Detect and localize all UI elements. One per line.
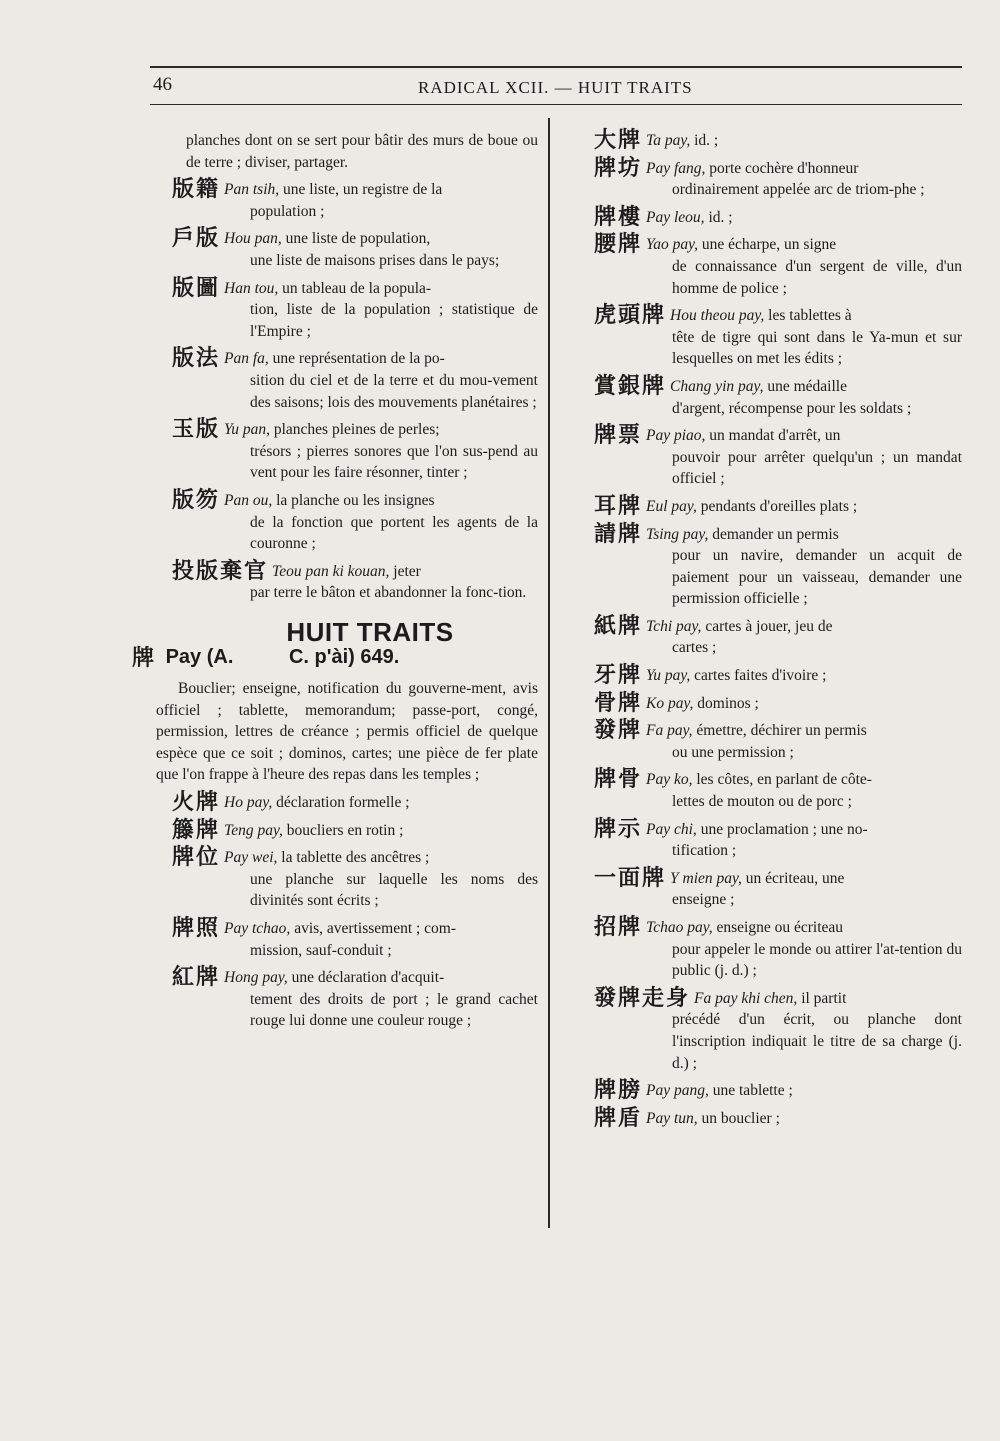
right-column bbox=[594, 130, 962, 1135]
entry-continuation: par terre le bâton et abandonner la fonc-tion. bbox=[250, 584, 527, 602]
headword-definition: Bouclier; enseigne, notification du gouverne-ment, avis officiel ; tablette, memorandum; passe-port, congé, permission, lettres de créance ; permis officiel de quelque espèce que ce soit ; dominos, cartes; une pièce de fer plate que l'on frappe à l'heure des repas dans les temples ; bbox=[156, 680, 538, 784]
entry-romanization: Fa pay, bbox=[646, 722, 693, 740]
entry-first-line bbox=[172, 419, 538, 441]
entry-first-line bbox=[172, 179, 538, 201]
entry-gloss: une représentation de la po- bbox=[272, 350, 445, 368]
entry-chinese: 戶版 bbox=[172, 226, 221, 252]
entry-chinese: 耳牌 bbox=[594, 493, 643, 519]
entry-romanization: Pan ou, bbox=[224, 491, 273, 509]
entry-romanization: Pay tchao, bbox=[224, 920, 291, 937]
dictionary-entry bbox=[594, 204, 962, 230]
entry-romanization: Teng pay, bbox=[224, 821, 283, 839]
entry-continuation: précédé d'un écrit, ou planche dont l'inscription indiquait le titre de sa charge (j. d.) ; bbox=[672, 1011, 962, 1072]
dictionary-entry bbox=[594, 425, 962, 490]
headword-text: Pay (A. C. p'ài) 649. bbox=[165, 646, 400, 669]
header-rule bbox=[150, 104, 962, 105]
dictionary-entry bbox=[594, 234, 962, 299]
entry-chinese: 版笏 bbox=[172, 487, 221, 513]
entry-first-line bbox=[594, 985, 962, 1011]
column-divider bbox=[548, 118, 550, 1228]
entry-gloss: une liste, un registre de la bbox=[283, 181, 443, 199]
dictionary-entry bbox=[594, 865, 962, 911]
entry-romanization: Pay pang, bbox=[646, 1082, 709, 1100]
top-rule bbox=[150, 66, 962, 68]
entry-chinese: 牌骨 bbox=[594, 767, 643, 793]
entry-gloss: boucliers en rotin ; bbox=[286, 821, 404, 839]
entry-chinese: 招牌 bbox=[594, 915, 643, 940]
entry-continuation: lettes de mouton ou de porc ; bbox=[672, 793, 852, 811]
entry-gloss: il partit bbox=[801, 989, 847, 1007]
entry-romanization: Fa pay khi chen, bbox=[694, 989, 798, 1007]
dictionary-entry bbox=[594, 130, 962, 152]
entry-romanization: Teou pan ki kouan, bbox=[272, 562, 390, 580]
entry-continuation: enseigne ; bbox=[672, 891, 735, 909]
dictionary-entry bbox=[594, 1080, 962, 1102]
entry-romanization: Pay chi, bbox=[646, 820, 697, 838]
entry-romanization: Pay piao, bbox=[646, 427, 706, 445]
dictionary-entry bbox=[172, 487, 538, 555]
entry-gloss: une déclaration d'acquit- bbox=[291, 969, 445, 987]
entry-chinese: 版籍 bbox=[172, 177, 221, 203]
entry-gloss: une écharpe, un signe bbox=[701, 236, 837, 254]
entry-gloss: les tablettes à bbox=[768, 307, 852, 325]
dictionary-entry bbox=[594, 613, 962, 659]
entry-first-line bbox=[594, 521, 962, 547]
entry-romanization: Hou pan, bbox=[224, 230, 282, 248]
entry-first-line bbox=[172, 487, 538, 513]
entry-first-line bbox=[594, 690, 962, 716]
entry-first-line bbox=[594, 917, 962, 939]
dictionary-entry bbox=[594, 985, 962, 1074]
running-head: RADICAL XCII. — HUIT TRAITS bbox=[418, 78, 693, 97]
entry-gloss: une proclamation ; une no- bbox=[700, 820, 868, 838]
dictionary-entry bbox=[594, 816, 962, 862]
entry-gloss: une tablette ; bbox=[712, 1082, 793, 1100]
entry-first-line bbox=[172, 558, 538, 584]
entry-romanization: Eul pay, bbox=[646, 497, 697, 515]
entry-continuation: pour appeler le monde ou attirer l'at-tention du public (j. d.) ; bbox=[672, 940, 962, 980]
dictionary-entry bbox=[594, 917, 962, 982]
entry-first-line bbox=[594, 769, 962, 791]
section-title: HUIT TRAITS bbox=[286, 616, 454, 647]
dictionary-entry bbox=[594, 1105, 962, 1131]
entry-continuation: tification ; bbox=[672, 842, 737, 860]
entry-first-line bbox=[594, 720, 962, 742]
entry-first-line bbox=[594, 373, 962, 399]
dictionary-entry bbox=[594, 493, 962, 519]
entry-gloss: id. ; bbox=[694, 132, 719, 149]
entry-romanization: Chang yin pay, bbox=[670, 377, 764, 395]
entry-chinese: 腰牌 bbox=[594, 232, 643, 258]
entry-chinese: 牙牌 bbox=[594, 663, 643, 689]
entry-first-line bbox=[172, 792, 538, 814]
entry-chinese: 發牌 bbox=[594, 718, 643, 744]
dictionary-entry bbox=[594, 521, 962, 610]
entry-romanization: Pay tun, bbox=[646, 1109, 698, 1127]
entry-continuation: tête de tigre qui sont dans le Ya-mun et sur lesquelles on met les édits ; bbox=[672, 328, 962, 368]
entry-continuation: population ; bbox=[250, 202, 325, 220]
dictionary-entry bbox=[594, 665, 962, 687]
dictionary-entry bbox=[594, 155, 962, 201]
entry-first-line bbox=[594, 1080, 962, 1102]
entry-gloss: id. ; bbox=[708, 208, 733, 226]
dictionary-entry bbox=[172, 847, 538, 912]
entry-first-line bbox=[172, 847, 538, 869]
entry-continuation: une liste de maisons prises dans le pays; bbox=[250, 251, 500, 269]
intro-text: planches dont on se sert pour bâtir des murs de boue ou de terre ; diviser, partager. bbox=[186, 132, 538, 171]
entry-romanization: Pay leou, bbox=[646, 208, 705, 226]
entry-chinese: 牌票 bbox=[594, 423, 643, 449]
entry-first-line bbox=[594, 305, 962, 327]
entry-chinese: 大牌 bbox=[594, 128, 643, 153]
entry-gloss: la tablette des ancêtres ; bbox=[281, 849, 430, 867]
entry-chinese: 牌膀 bbox=[594, 1078, 643, 1104]
entry-first-line bbox=[594, 234, 962, 256]
entry-romanization: Tchao pay, bbox=[646, 919, 713, 936]
entry-gloss: un écriteau, une bbox=[745, 869, 845, 887]
entry-gloss: cartes faites d'ivoire ; bbox=[694, 667, 827, 685]
entry-gloss: émettre, déchirer un permis bbox=[696, 722, 867, 740]
entry-romanization: Pay fang, bbox=[646, 159, 706, 177]
dictionary-entry bbox=[594, 690, 962, 716]
entry-gloss: un mandat d'arrêt, un bbox=[709, 427, 841, 445]
entry-continuation: sition du ciel et de la terre et du mou-vement des saisons; lois des mouvements planétaires ; bbox=[250, 371, 538, 411]
entry-chinese: 牌坊 bbox=[594, 155, 643, 181]
entry-chinese: 牌盾 bbox=[594, 1105, 643, 1131]
entry-continuation: ordinairement appelée arc de triom-phe ; bbox=[672, 181, 925, 199]
entry-gloss: jeter bbox=[393, 562, 421, 580]
entry-first-line bbox=[594, 613, 962, 639]
entry-continuation: de connaissance d'un sergent de ville, d'un homme de police ; bbox=[672, 257, 962, 297]
dictionary-entry bbox=[172, 179, 538, 222]
entry-chinese: 骨牌 bbox=[594, 690, 643, 716]
dictionary-entry bbox=[594, 769, 962, 812]
entry-gloss: avis, avertissement ; com- bbox=[294, 920, 457, 937]
entry-romanization: Han tou, bbox=[224, 279, 279, 297]
dictionary-entry bbox=[172, 558, 538, 604]
entry-first-line bbox=[594, 865, 962, 891]
entry-romanization: Pay wei, bbox=[224, 849, 278, 867]
entry-continuation: d'argent, récompense pour les soldats ; bbox=[672, 399, 912, 417]
entry-chinese: 籐牌 bbox=[172, 817, 221, 843]
dictionary-entry bbox=[172, 228, 538, 271]
headword-character: 牌 bbox=[132, 646, 157, 672]
entry-chinese: 火牌 bbox=[172, 790, 221, 816]
entry-romanization: Hong pay, bbox=[224, 969, 288, 987]
entry-romanization: Ko pay, bbox=[646, 694, 694, 712]
entry-continuation: tion, liste de la population ; statistique de l'Empire ; bbox=[250, 301, 538, 340]
entry-continuation: pour un navire, demander un acquit de paiement pour un vaisseau, demander une permission officielle ; bbox=[672, 547, 962, 608]
entry-gloss: enseigne ou écriteau bbox=[716, 919, 844, 936]
right-entries bbox=[594, 130, 962, 1129]
entry-continuation: une planche sur laquelle les noms des divinités sont écrits ; bbox=[250, 870, 538, 910]
entry-continuation: trésors ; pierres sonores que l'on sus-pend au vent pour les faire résonner, tinter ; bbox=[250, 442, 538, 482]
left-column bbox=[132, 130, 538, 1038]
entry-chinese: 一面牌 bbox=[594, 865, 667, 891]
entry-romanization: Tchi pay, bbox=[646, 617, 702, 635]
entry-gloss: un tableau de la popula- bbox=[282, 279, 432, 297]
entry-romanization: Yu pan, bbox=[224, 421, 270, 439]
entry-gloss: un bouclier ; bbox=[701, 1109, 780, 1127]
entry-first-line bbox=[172, 817, 538, 843]
headword bbox=[132, 647, 538, 670]
entry-gloss: déclaration formelle ; bbox=[276, 794, 410, 812]
entry-chinese: 請牌 bbox=[594, 521, 643, 547]
entry-romanization: Ho pay, bbox=[224, 794, 273, 812]
entry-chinese: 紙牌 bbox=[594, 613, 643, 639]
entry-chinese: 虎頭牌 bbox=[594, 303, 667, 329]
entry-chinese: 牌照 bbox=[172, 916, 221, 941]
dictionary-entry bbox=[172, 792, 538, 814]
entry-gloss: une liste de population, bbox=[285, 230, 431, 248]
entry-chinese: 玉版 bbox=[172, 417, 221, 443]
entry-chinese: 版圖 bbox=[172, 275, 221, 301]
entry-romanization: Yu pay, bbox=[646, 667, 691, 685]
entry-romanization: Pan fa, bbox=[224, 350, 269, 368]
entry-continuation: cartes ; bbox=[672, 639, 717, 657]
entry-gloss: cartes à jouer, jeu de bbox=[705, 617, 833, 635]
entry-continuation: ou une permission ; bbox=[672, 743, 794, 761]
entry-first-line bbox=[594, 665, 962, 687]
dictionary-entry bbox=[172, 419, 538, 484]
left-entries-compounds bbox=[172, 792, 538, 1032]
entry-first-line bbox=[172, 967, 538, 989]
entry-chinese: 牌樓 bbox=[594, 204, 643, 230]
dictionary-entry bbox=[594, 720, 962, 763]
entry-gloss: pendants d'oreilles plats ; bbox=[700, 497, 858, 515]
entry-chinese: 版法 bbox=[172, 346, 221, 372]
entry-romanization: Pay ko, bbox=[646, 771, 693, 789]
entry-first-line bbox=[172, 348, 538, 370]
entry-gloss: porte cochère d'honneur bbox=[709, 159, 859, 177]
dictionary-entry bbox=[594, 373, 962, 419]
entry-romanization: Y mien pay, bbox=[670, 869, 742, 887]
entry-first-line bbox=[594, 816, 962, 842]
entry-romanization: Yao pay, bbox=[646, 236, 698, 254]
page-number: 46 bbox=[153, 74, 172, 95]
entry-first-line bbox=[594, 493, 962, 519]
entry-gloss: dominos ; bbox=[697, 694, 759, 712]
dictionary-entry bbox=[172, 817, 538, 843]
entry-romanization: Pan tsih, bbox=[224, 181, 280, 199]
entry-chinese: 紅牌 bbox=[172, 965, 221, 991]
entry-continuation: de la fonction que portent les agents de la couronne ; bbox=[250, 513, 538, 553]
entry-first-line bbox=[594, 1105, 962, 1131]
entry-first-line bbox=[594, 130, 962, 152]
entry-continuation: mission, sauf-conduit ; bbox=[250, 941, 392, 959]
entry-chinese: 賞銀牌 bbox=[594, 373, 667, 399]
entry-continuation: tement des droits de port ; le grand cachet rouge lui donne une couleur rouge ; bbox=[250, 990, 538, 1030]
entry-first-line bbox=[172, 918, 538, 940]
dictionary-entry bbox=[172, 275, 538, 343]
entry-gloss: une médaille bbox=[767, 377, 847, 395]
entry-gloss: demander un permis bbox=[712, 525, 839, 543]
entry-romanization: Hou theou pay, bbox=[670, 307, 765, 325]
entry-chinese: 投版棄官 bbox=[172, 558, 269, 584]
entry-first-line bbox=[594, 155, 962, 181]
entry-chinese: 牌示 bbox=[594, 816, 643, 842]
entry-romanization: Ta pay, bbox=[646, 132, 691, 149]
entry-first-line bbox=[172, 228, 538, 250]
entry-chinese: 牌位 bbox=[172, 845, 221, 871]
left-entries bbox=[172, 179, 538, 604]
entry-first-line bbox=[172, 275, 538, 301]
dictionary-entry bbox=[172, 348, 538, 413]
dictionary-entry bbox=[172, 967, 538, 1032]
entry-first-line bbox=[594, 425, 962, 447]
entry-chinese: 發牌走身 bbox=[594, 985, 691, 1011]
entry-gloss: les côtes, en parlant de côte- bbox=[696, 771, 872, 789]
entry-first-line bbox=[594, 204, 962, 230]
entry-continuation: pouvoir pour arrêter quelqu'un ; un mandat officiel ; bbox=[672, 448, 962, 488]
entry-romanization: Tsing pay, bbox=[646, 525, 709, 543]
dictionary-entry bbox=[594, 305, 962, 370]
entry-gloss: la planche ou les insignes bbox=[276, 491, 435, 509]
entry-gloss: planches pleines de perles; bbox=[273, 421, 440, 439]
dictionary-entry bbox=[172, 918, 538, 961]
